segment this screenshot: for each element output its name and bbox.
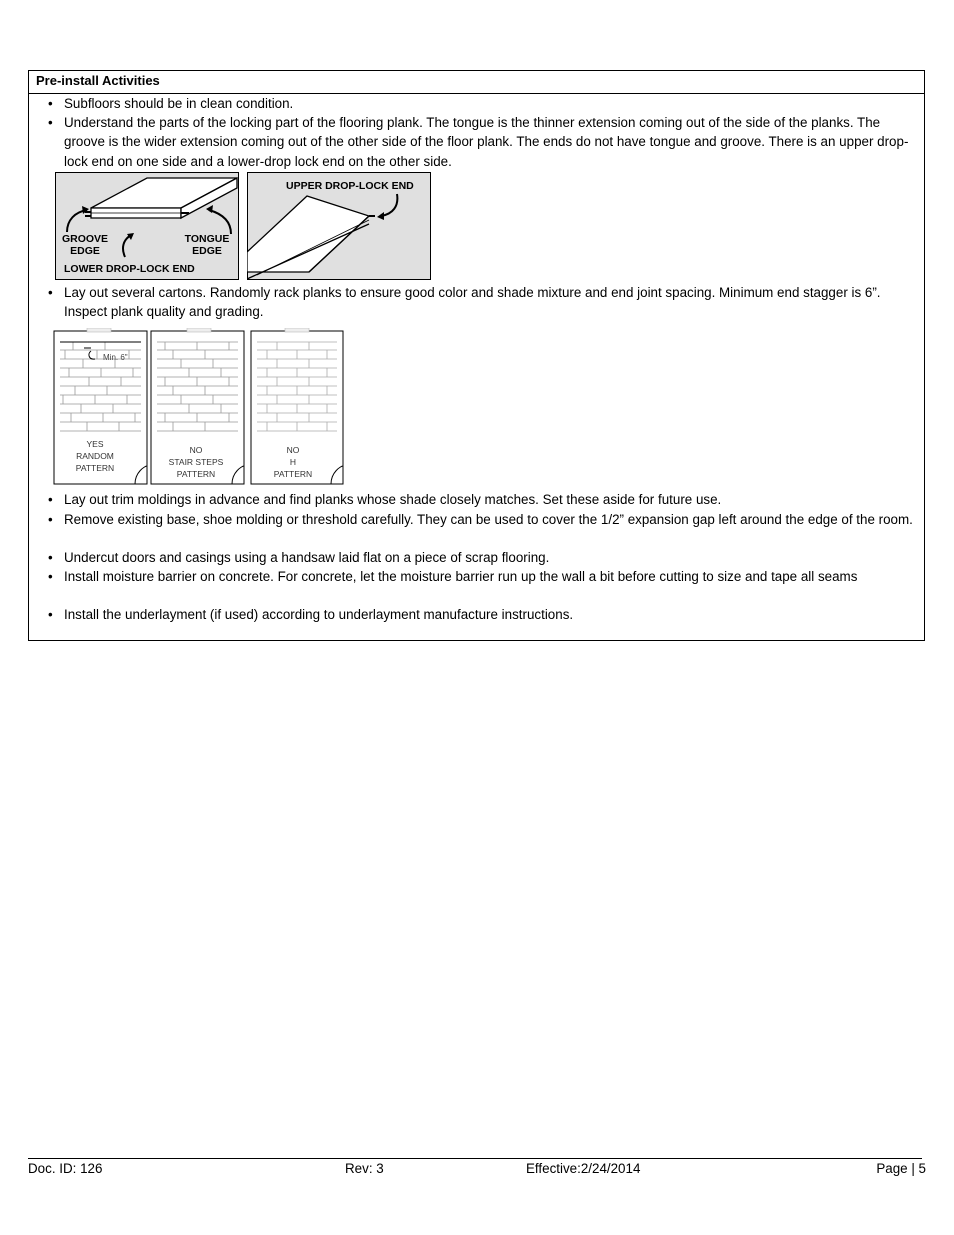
tongue-label: EDGE bbox=[192, 245, 222, 257]
list-item-text: Understand the parts of the locking part of the flooring plank. The tongue is the thinner extension coming out of the side of the planks. The groove is the wider extension coming out of the other side of the floor plank. The ends do not have tongue and groove. There is an upper drop-lock end on one side and a lower-drop lock end on the other side. bbox=[64, 115, 909, 169]
list-item-text: Lay out trim moldings in advance and find planks whose shade closely matches. Set these aside for future use. bbox=[64, 492, 722, 507]
footer-doc-id: Doc. ID: 126 bbox=[28, 1161, 103, 1176]
pattern-caption: NO bbox=[286, 445, 300, 455]
list-item bbox=[48, 567, 913, 586]
list-item bbox=[48, 113, 913, 171]
footer-divider bbox=[28, 1158, 922, 1159]
bullet-icon: • bbox=[48, 115, 53, 130]
bullet-icon: • bbox=[48, 607, 53, 622]
pattern-caption: H bbox=[289, 457, 297, 467]
footer-revision: Rev: 3 bbox=[345, 1161, 384, 1176]
list-item bbox=[48, 510, 913, 529]
groove-label: EDGE bbox=[70, 245, 100, 257]
groove-label: GROOVE bbox=[61, 233, 109, 245]
pattern-panel-h bbox=[251, 328, 343, 484]
bullet-icon: • bbox=[48, 492, 53, 507]
list-item-text: Lay out several cartons. Randomly rack planks to ensure good color and shade mixture and end joint spacing. Minimum end stagger is 6”. Inspect plank quality and grading. bbox=[64, 285, 881, 320]
pattern-panel-random bbox=[54, 328, 147, 484]
list-item-text: Install the underlayment (if used) according to underlayment manufacture instructions. bbox=[64, 607, 574, 622]
footer-effective-date: Effective:2/24/2014 bbox=[526, 1161, 641, 1176]
pattern-caption: STAIR STEPS bbox=[168, 457, 224, 467]
stagger-patterns-figure bbox=[53, 328, 345, 486]
list-item-text: Subfloors should be in clean condition. bbox=[64, 96, 294, 111]
bullet-icon: • bbox=[48, 569, 53, 584]
pattern-panel-stair-steps bbox=[151, 328, 244, 484]
tongue-label: TONGUE bbox=[184, 233, 230, 245]
bullet-icon: • bbox=[48, 285, 53, 300]
upper-drop-lock-label: UPPER DROP-LOCK END bbox=[286, 180, 414, 192]
min-stagger-label: Min. 6" bbox=[103, 353, 128, 362]
list-item-text: Undercut doors and casings using a handsaw laid flat on a piece of scrap flooring. bbox=[64, 550, 550, 565]
pattern-caption: NO bbox=[189, 445, 203, 455]
bullet-icon: • bbox=[48, 96, 53, 111]
list-item-text: Install moisture barrier on concrete. For concrete, let the moisture barrier run up the wall a bit before cutting to size and tape all seams bbox=[64, 569, 858, 584]
pattern-caption: RANDOM bbox=[76, 451, 114, 461]
list-item-text: Remove existing base, shoe molding or threshold carefully. They can be used to cover the 1/2” expansion gap left around the edge of the room. bbox=[64, 512, 913, 527]
list-item bbox=[48, 490, 913, 509]
pattern-caption: PATTERN bbox=[176, 469, 216, 479]
footer-page-number: Page | 5 bbox=[876, 1161, 926, 1176]
upper-drop-lock-figure bbox=[247, 172, 432, 281]
list-item bbox=[48, 94, 913, 113]
pattern-caption: YES bbox=[86, 439, 104, 449]
bullet-icon: • bbox=[48, 550, 53, 565]
lower-drop-lock-label: LOWER DROP-LOCK END bbox=[64, 263, 195, 275]
pattern-caption: PATTERN bbox=[273, 469, 313, 479]
list-item bbox=[48, 548, 913, 567]
bullet-icon: • bbox=[48, 512, 53, 527]
pattern-caption: PATTERN bbox=[75, 463, 115, 473]
plank-edges-figure bbox=[55, 172, 240, 281]
list-item bbox=[48, 283, 913, 322]
section-title: Pre-install Activities bbox=[29, 71, 924, 94]
list-item bbox=[48, 605, 913, 624]
